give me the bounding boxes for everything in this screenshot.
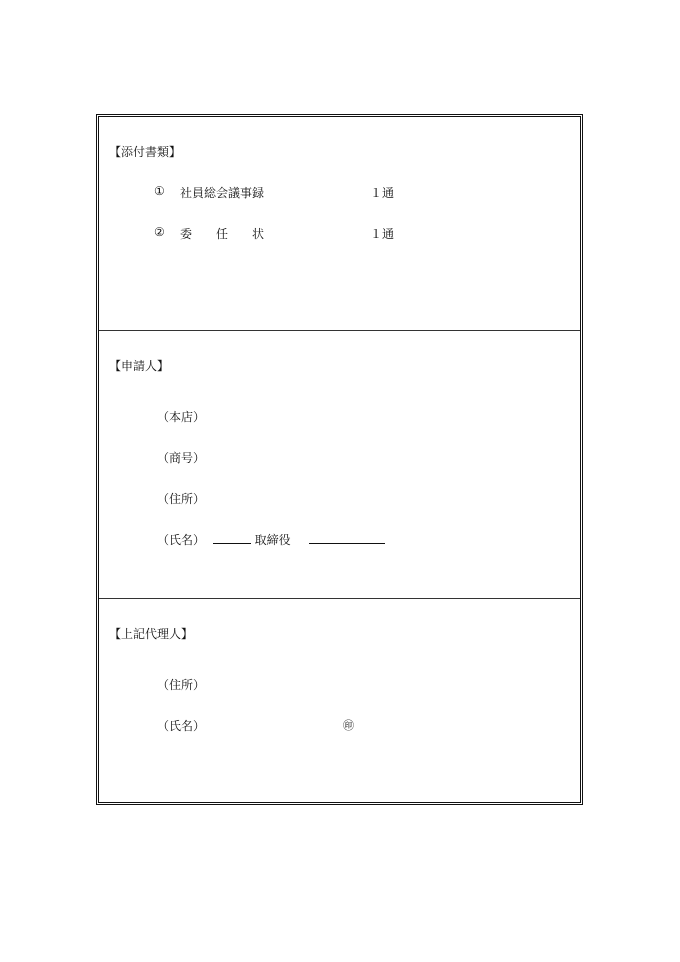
director-title: 取締役 bbox=[254, 533, 291, 547]
attachment-item bbox=[154, 184, 454, 200]
attachments-section bbox=[99, 117, 580, 331]
agent-name-label: （氏名） bbox=[157, 719, 206, 733]
item-name: 社員総会議事録 bbox=[180, 186, 265, 200]
application-form-frame bbox=[96, 114, 583, 805]
seal-mark: ㊞ bbox=[343, 719, 354, 732]
applicant-name-row bbox=[157, 531, 385, 548]
item-count: １通 bbox=[370, 227, 395, 241]
head-office-label: （本店） bbox=[157, 410, 206, 424]
blank-line bbox=[213, 532, 251, 544]
agent-section bbox=[99, 599, 580, 802]
agent-heading: 【上記代理人】 bbox=[109, 627, 194, 641]
applicant-heading: 【申請人】 bbox=[109, 359, 170, 373]
attachment-item bbox=[154, 225, 454, 241]
applicant-name-label: （氏名） bbox=[157, 533, 206, 547]
applicant-address-label: （住所） bbox=[157, 492, 206, 506]
item-name: 委任状 bbox=[180, 227, 289, 241]
item-count: １通 bbox=[370, 186, 395, 200]
signature-line bbox=[309, 532, 385, 544]
trade-name-label: （商号） bbox=[157, 451, 206, 465]
attachments-heading: 【添付書類】 bbox=[109, 145, 182, 159]
item-number: ② bbox=[154, 225, 165, 239]
item-number: ① bbox=[154, 184, 165, 198]
agent-address-label: （住所） bbox=[157, 678, 206, 692]
applicant-section bbox=[99, 331, 580, 599]
